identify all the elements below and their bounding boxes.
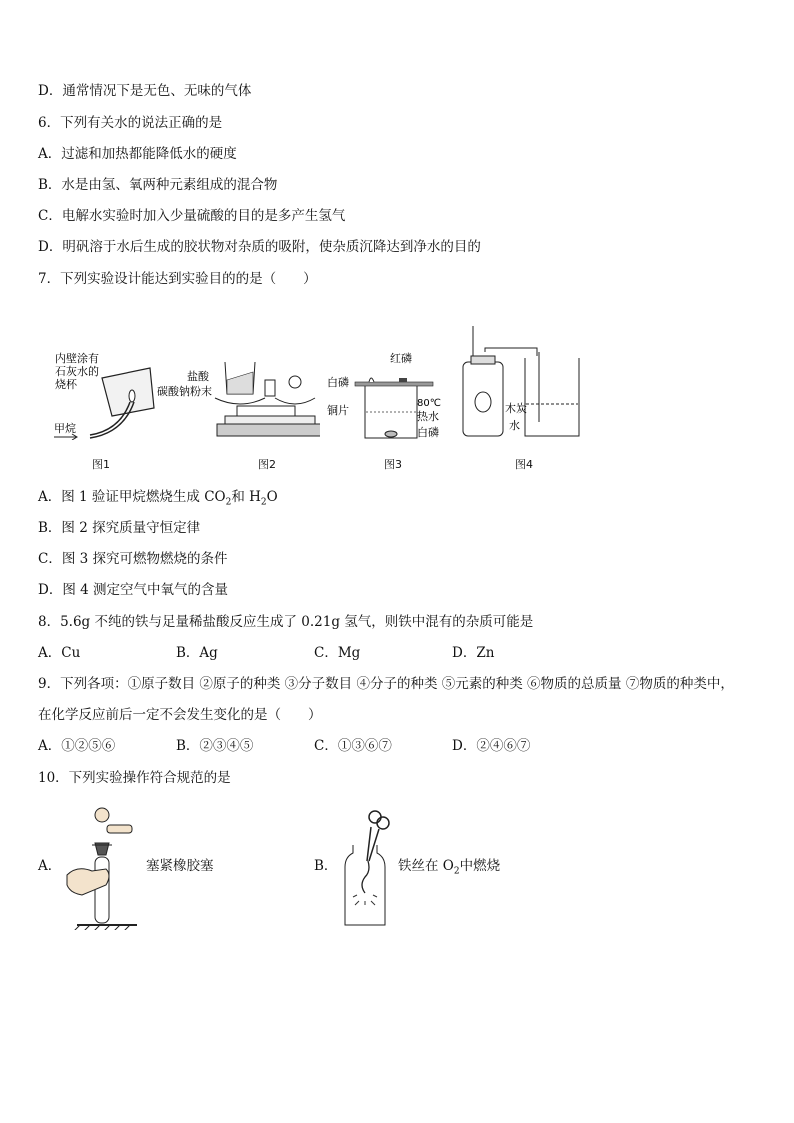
q6-stem: 6．下列有关水的说法正确的是 [38,115,223,131]
q9-stem-line1: 9．下列各项：①原子数目 ②原子的种类 ③分子数目 ④分子的种类 ⑤元素的种类 ⑥物质的总质量 ⑦物质的种类中， [38,676,734,692]
q8-option-c: C．Mg [314,645,361,661]
q10-option-b-caption: 铁丝在 $O_2$中燃烧 [398,858,501,877]
figure-2-balance [155,352,320,444]
q8-stem: 8．5.6g 不纯的铁与足量稀盐酸反应生成了 0.21g 氢气，则铁中混有的杂质可能是 [38,614,534,630]
fig3-label-4: 80℃ [417,398,441,409]
fig3-label-5: 热水 [417,410,439,423]
fig4-label-2: 水 [509,419,520,432]
fig2-label-2: 碳酸钠粉末 [157,385,212,398]
q9-option-c: C．①③⑥⑦ [314,738,392,754]
q8-option-a: A．Cu [38,645,81,661]
q7-option-a: A．图 1 验证甲烷燃烧生成 $CO_2$和 $H_2O$ [38,489,278,508]
fig2-label-1: 盐酸 [187,370,209,383]
q10-option-a-letter: A． [38,858,62,874]
q7-stem: 7．下列实验设计能达到实验目的的是（ ） [38,271,317,287]
q6-option-d: D．明矾溶于水后生成的胶状物对杂质的吸附，使杂质沉降达到净水的目的 [38,239,481,255]
fig4-caption: 图4 [515,458,533,471]
q10-figure-b-iron-wire [335,805,395,930]
q9-stem-line2: 在化学反应前后一定不会发生变化的是（ ） [38,707,322,723]
q7-option-d: D．图 4 测定空气中氧气的含量 [38,582,228,598]
figure-1-methane-burning [50,340,160,440]
fig2-caption: 图2 [258,458,276,471]
q10-figure-a-stopper [62,805,142,930]
q5-option-d: D．通常情况下是无色、无味的气体 [38,83,252,99]
fig3-label-2: 白磷 [327,376,349,389]
q7-option-c: C．图 3 探究可燃物燃烧的条件 [38,551,228,567]
q8-option-d: D．Zn [452,645,495,661]
q6-option-c: C．电解水实验时加入少量硫酸的目的是多产生氢气 [38,208,346,224]
figure-3-combustion [325,350,455,445]
q7-option-b: B．图 2 探究质量守恒定律 [38,520,201,536]
fig1-label-1: 内壁涂有 [55,352,99,365]
fig1-label-3: 烧杯 [55,378,77,391]
fig3-caption: 图3 [384,458,402,471]
q6-option-b: B．水是由氢、氧两种元素组成的混合物 [38,177,278,193]
fig1-label-2: 石灰水的 [55,365,99,378]
fig1-label-4: 甲烷 [54,422,76,435]
fig3-label-6: 白磷 [417,426,439,439]
q8-option-b: B．Ag [176,645,218,661]
fig4-label-1: 木炭 [505,402,527,415]
q9-option-a: A．①②⑤⑥ [38,738,116,754]
q10-stem: 10．下列实验操作符合规范的是 [38,770,231,786]
fig3-label-3: 铜片 [327,404,349,417]
fig1-caption: 图1 [92,458,110,471]
fig3-label-1: 红磷 [390,352,412,365]
q9-option-b: B．②③④⑤ [176,738,254,754]
q10-option-b-letter: B． [314,858,338,874]
q10-option-a-caption: 塞紧橡胶塞 [146,858,214,874]
q9-option-d: D．②④⑥⑦ [452,738,531,754]
q6-option-a: A．过滤和加热都能降低水的硬度 [38,146,237,162]
figure-4-oxygen-measure [455,322,590,444]
